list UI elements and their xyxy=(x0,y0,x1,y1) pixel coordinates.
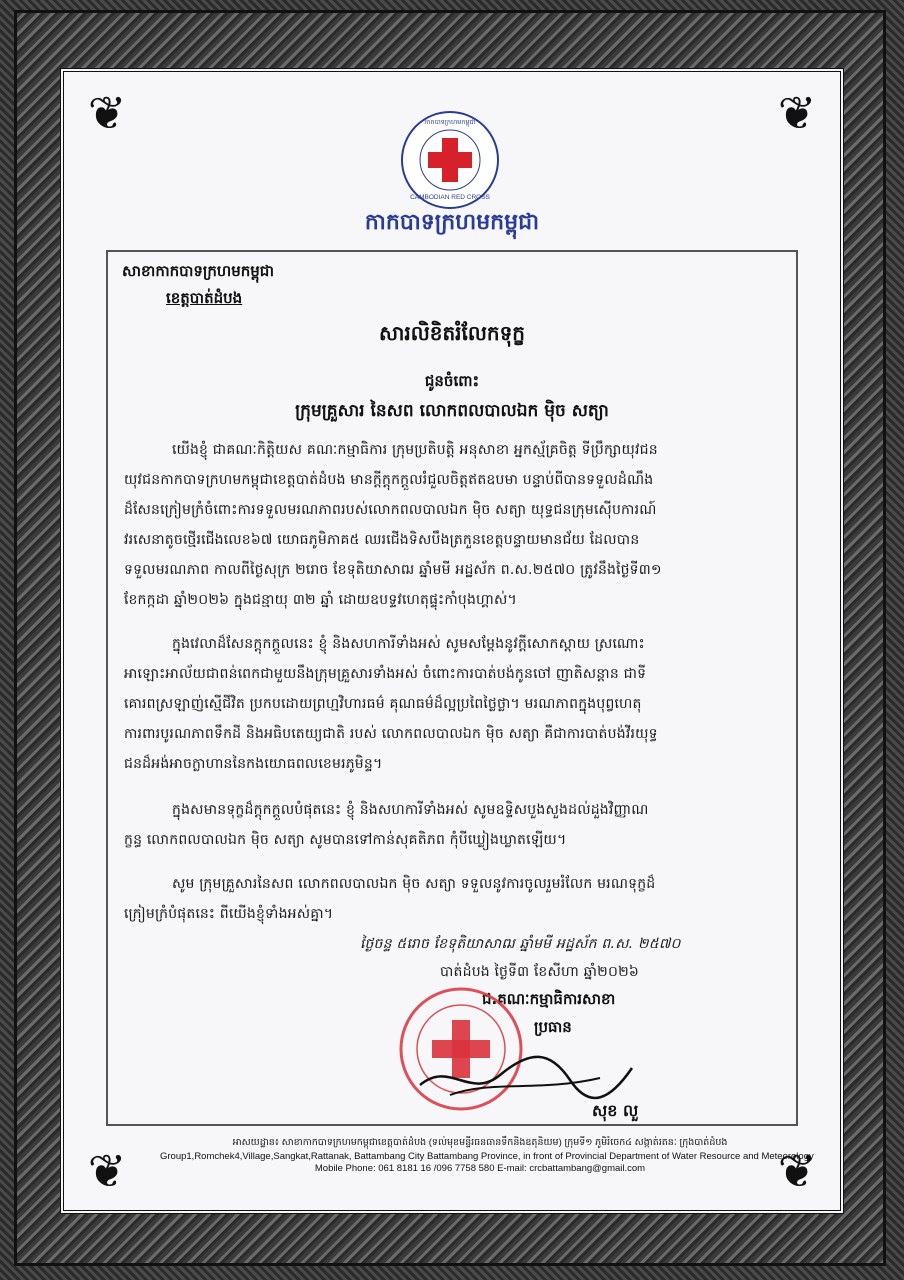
letter-title: សារលិខិតរំលែកទុក្ខ xyxy=(379,321,525,345)
p2-line: ក្នុងវេលាដ៏សែនក្តុកក្តួលនេះ ខ្ញុំ និងសហការីទាំងអស់ សូមសម្តែងនូវក្តីសោកស្តាយ ស្រណោះ xyxy=(172,636,645,652)
ornament-top-right-icon: ❦ xyxy=(777,86,817,140)
recipient: ក្រុមគ្រួសារ នៃសព លោកពលបាលឯក ម៉ិច សត្យា xyxy=(295,401,609,421)
p2-line: គោរពស្រឡាញ់ស្មើជីវិត ប្រកបដោយព្រហ្មវិហារធម៌ គុណធម៌ដ៏ល្អប្រពៃថ្លៃថ្លា។ មរណភាពក្នុងបុព្វហេតុ xyxy=(124,696,642,712)
ornament-bottom-left-icon: ❦ xyxy=(87,1144,127,1198)
p4-line: ក្រៀមក្រំបំផុតនេះ ពីយើងខ្ញុំទាំងអស់គ្នា។ xyxy=(124,906,334,922)
signer-name: សុខ លួ xyxy=(592,1101,639,1120)
sender-province: ខេត្តបាត់ដំបង xyxy=(166,289,243,307)
lunar-date: ថ្ងៃចន្ទ ៥រោច ខែទុតិយាសាឍ ឆ្នាំមមី អដ្ឋស័ក ព.ស. ២៥៧០ xyxy=(360,936,681,952)
logo-text-en: CAMBODIAN RED CROSS xyxy=(410,194,490,201)
place-date: បាត់ដំបង ថ្ងៃទី៣ ខែសីហា ឆ្នាំ២០២៦ xyxy=(440,964,639,980)
to-label: ជូនចំពោះ xyxy=(424,372,480,390)
org-title: កាកបាទក្រហមកម្ពុជា xyxy=(364,210,540,235)
p1-line: ដ៏សែនក្រៀមក្រំចំពោះការទទួលមរណភាពរបស់លោកពលបាលឯក ម៉ិច សត្យា យុទ្ធជនក្រុមស៊ើបការណ៍ xyxy=(124,502,657,518)
p4-line: សូម ក្រុមគ្រួសារនៃសព លោកពលបាលឯក ម៉ិច សត្យា ទទួលនូវការចូលរួមរំលែក មរណទុក្ខដ៏ xyxy=(172,876,656,892)
footer-contact: Mobile Phone: 061 8181 16 /096 7758 580 E-mail: crcbattambang@gmail.com xyxy=(314,1163,646,1174)
p1-line: យុវជនកាកបាទក្រហមកម្ពុជាខេត្តបាត់ដំបង មានក្តីក្តុកក្តួលរំជួលចិត្តឥតឧបមា បន្ទាប់ពីបានទទួលដំណឹង xyxy=(124,472,654,488)
p3-line: ក្ខន្ធ លោកពលបាលឯក ម៉ិច សត្យា សូមបានទៅកាន់សុគតិភព កុំបីឃ្លៀងឃ្លាតឡើយ។ xyxy=(124,832,567,848)
p2-line: អាឡោះអាល័យជាពន់ពេកជាមួយនឹងក្រុមគ្រួសារទាំងអស់ ចំពោះការបាត់បង់កូនចៅ ញាតិសន្តាន ជាទី xyxy=(124,666,647,682)
p1-line: ទទួលមរណភាព កាលពីថ្ងៃសុក្រ ២រោច ខែទុតិយាសាឍ ឆ្នាំមមី អដ្ឋស័ក ព.ស.២៥៧០ ត្រូវនឹងថ្ងៃទី៣១ xyxy=(124,562,662,578)
p1-line: វរសេនាតូចថ្មើរជើងលេខ៦៧ យោធភូមិភាគ៥ ឈរជើងទិសបឹងត្រកួនខេត្តបន្ទាយមានជ័យ ដែលបាន xyxy=(124,532,640,548)
ornament-top-left-icon: ❦ xyxy=(87,86,127,140)
on-behalf: ជ.គណៈកម្មាធិការសាខា xyxy=(482,990,616,1008)
footer-address-en: Group1,Romchek4,Village,Sangkat,Rattanak, Battambang City Battambang Province, in front of Provincial Department of Water Resource and Meteorology xyxy=(160,1151,814,1162)
footer xyxy=(160,1136,814,1175)
footer-address-km: អាសយដ្ឋាន៖ សាខាកាកបាទក្រហមកម្ពុជាខេត្តបាត់ដំបង (ទល់មុខមន្ទីរធនធានទឹកនិងឧតុនិយម) ក្រុមទី១ ភូមិរំចេក៤ សង្កាត់រតនៈ ក្រុងបាត់ដំបង xyxy=(232,1137,728,1148)
p3-line: ក្នុងសមានទុក្ខដ៏ក្តុកក្តួលបំផុតនេះ ខ្ញុំ និងសហការីទាំងអស់ សូមឧទ្ទិសបួងសួងដល់ដួងវិញ្ញាណ xyxy=(172,802,649,818)
p1-line: ខែកក្កដា ឆ្នាំ២០២៦ ក្នុងជន្មាយុ ៣២ ឆ្នាំ ដោយឧបទ្ទវហេតុផ្ទុះកាំបុងហ្គាស់។ xyxy=(124,592,517,608)
red-cross-logo xyxy=(398,108,502,212)
p1-line: យើងខ្ញុំ ជាគណៈកិត្តិយស គណៈកម្មាធិការ ក្រុមប្រតិបត្តិ អនុសាខា អ្នកស្ម័គ្រចិត្ត ទីប្រឹក្សាយុវជន xyxy=(172,442,658,458)
logo-text-km: កាកបាទក្រហមកម្ពុជា xyxy=(424,118,476,126)
p2-line: ជនដ៏អង់អាចក្លាហាននៃកងយោធពលខេមរភូមិន្ទ។ xyxy=(124,756,383,772)
signer-role: ប្រធាន xyxy=(534,1018,572,1036)
sender-branch: សាខាកាកបាទក្រហមកម្ពុជា xyxy=(122,262,275,280)
ornament-bottom-right-icon: ❦ xyxy=(777,1144,817,1198)
p2-line: ការពារបូរណភាពទឹកដី និងអធិបតេយ្យជាតិ របស់ លោកពលបាលឯក ម៉ិច សត្យា គឺជាការបាត់បង់វីរយុទ្ធ xyxy=(124,726,658,742)
